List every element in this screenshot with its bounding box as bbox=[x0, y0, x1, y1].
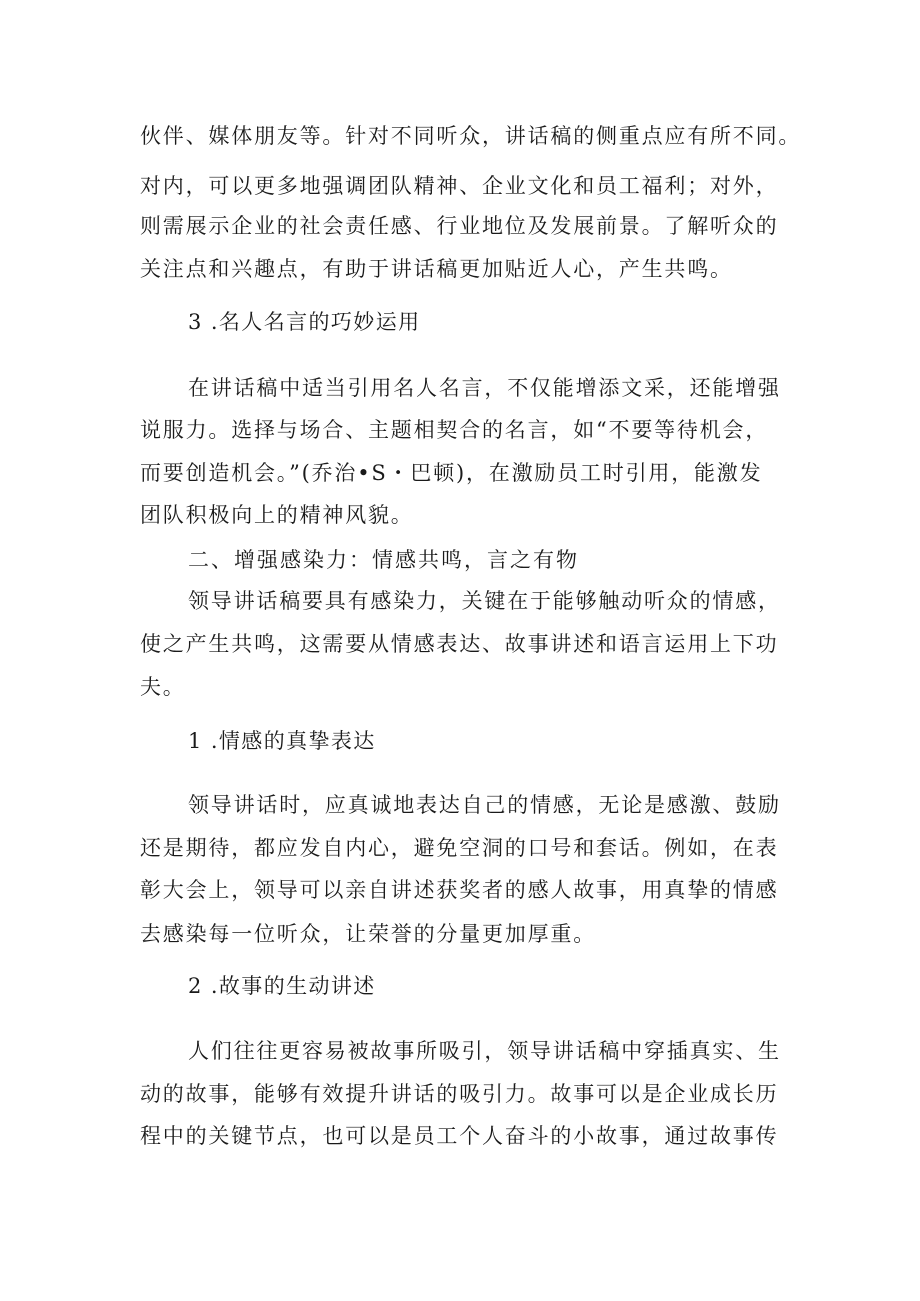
text-line: 彰大会上，领导可以亲自讲述获奖者的感人故事，用真挚的情感 bbox=[140, 878, 779, 902]
text-line: 在讲话稿中适当引用名人名言，不仅能增添文采，还能增强 bbox=[188, 376, 781, 400]
text-line: 对内，可以更多地强调团队精神、企业文化和员工福利；对外， bbox=[140, 174, 779, 198]
text-line: 而要创造机会。”(乔治•S・巴顿)，在激励员工时引用，能激发 bbox=[140, 461, 763, 485]
section-title-appeal: 二、增强感染力：情感共鸣，言之有物 bbox=[188, 548, 579, 572]
text-line: 伙伴、媒体朋友等。针对不同听众，讲话稿的侧重点应有所不同。 bbox=[140, 124, 802, 148]
text-line: 还是期待，都应发自内心，避免空洞的口号和套话。例如，在表 bbox=[140, 836, 779, 860]
text-line: 关注点和兴趣点，有助于讲话稿更加贴近人心，产生共鸣。 bbox=[140, 257, 733, 281]
text-line: 人们往往更容易被故事所吸引，领导讲话稿中穿插真实、生 bbox=[188, 1039, 781, 1063]
text-line: 则需展示企业的社会责任感、行业地位及发展前景。了解听众的 bbox=[140, 214, 779, 238]
text-line: 程中的关键节点，也可以是员工个人奋斗的小故事，通过故事传 bbox=[140, 1124, 779, 1148]
subheading-storytelling: 2 .故事的生动讲述 bbox=[188, 974, 376, 998]
text-line: 团队积极向上的精神风貌。 bbox=[140, 503, 414, 527]
text-line: 领导讲话稿要具有感染力，关键在于能够触动听众的情感， bbox=[188, 589, 781, 613]
text-line: 说服力。选择与场合、主题相契合的名言，如“不要等待机会， bbox=[140, 418, 769, 442]
text-line: 夫。 bbox=[140, 675, 186, 699]
text-line: 去感染每一位听众，让荣誉的分量更加厚重。 bbox=[140, 922, 596, 946]
text-line: 动的故事，能够有效提升讲话的吸引力。故事可以是企业成长历 bbox=[140, 1082, 779, 1106]
text-line: 领导讲话时，应真诚地表达自己的情感，无论是感激、鼓励 bbox=[188, 793, 781, 817]
subheading-emotion: 1 .情感的真挚表达 bbox=[188, 729, 376, 753]
text-line: 使之产生共鸣，这需要从情感表达、故事讲述和语言运用上下功 bbox=[140, 632, 779, 656]
subheading-famous-quotes: 3 .名人名言的巧妙运用 bbox=[188, 310, 421, 334]
